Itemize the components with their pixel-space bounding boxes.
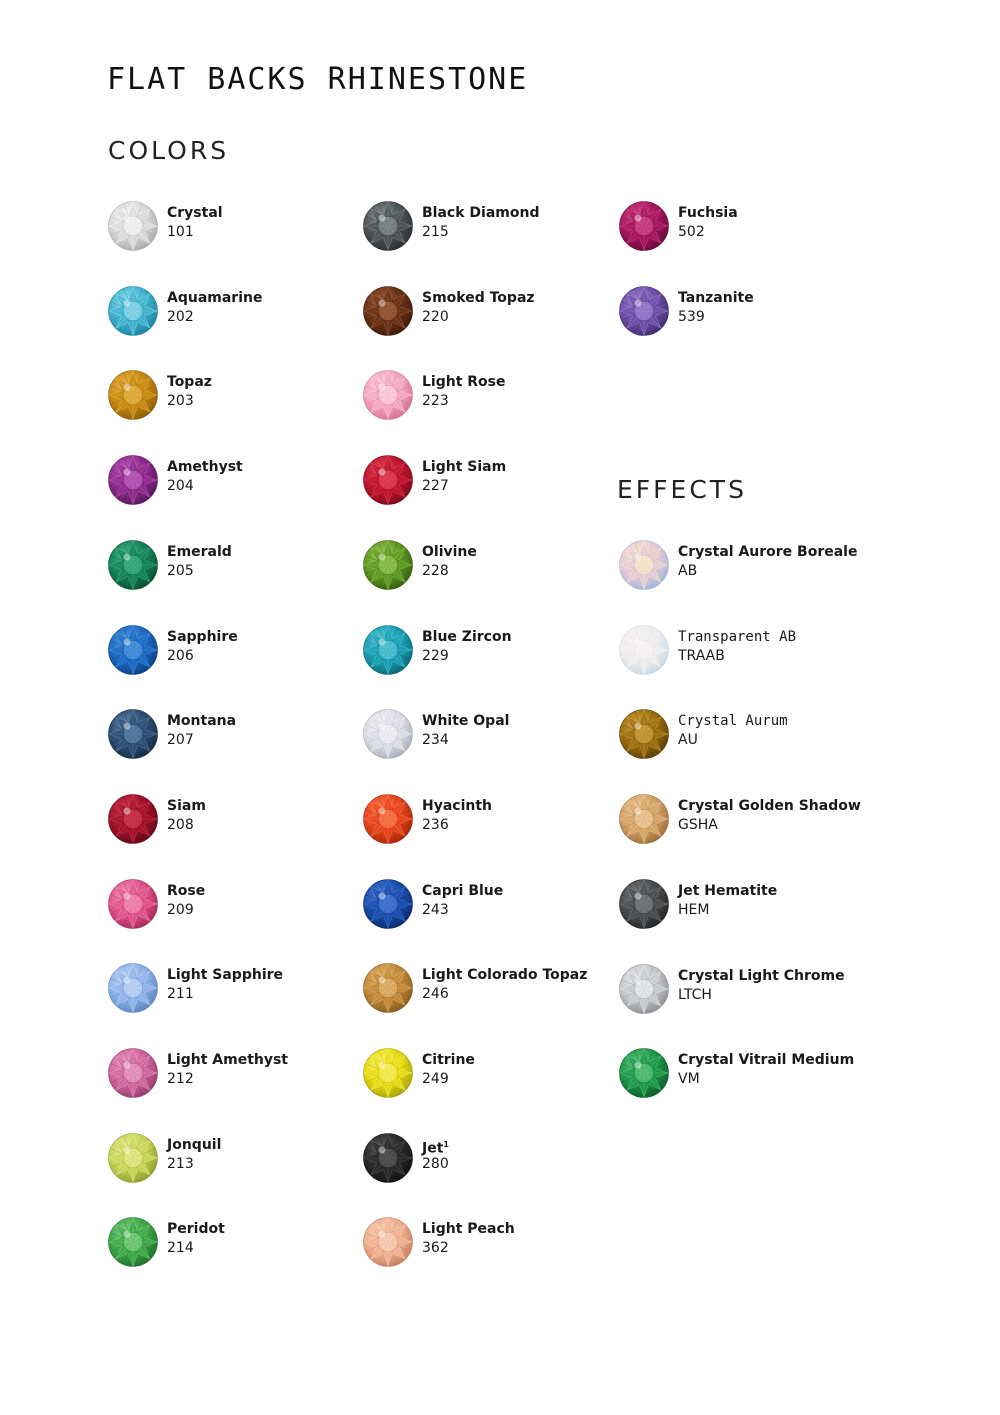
swatch-name-text: Sapphire (167, 628, 238, 645)
swatch-name (167, 1220, 225, 1238)
swatch-item (363, 876, 613, 932)
swatch-name-text: Tanzanite (678, 289, 754, 306)
swatch-item (619, 961, 869, 1017)
swatch-name-text: Blue Zircon (422, 628, 512, 645)
swatch-name-text: Emerald (167, 543, 232, 560)
swatch-name-text: Topaz (167, 374, 212, 391)
swatch-item (108, 1045, 358, 1101)
swatch-code: 223 (422, 393, 449, 410)
swatch-item (363, 283, 613, 339)
swatch-code: HEM (678, 901, 710, 918)
swatch-item (619, 622, 869, 678)
rhinestone-swatch-icon (619, 540, 669, 590)
swatch-item (363, 367, 613, 423)
swatch-code: TRAAB (678, 647, 725, 664)
rhinestone-swatch-icon (108, 1048, 158, 1098)
swatch-item (619, 706, 869, 762)
rhinestone-swatch-icon (363, 201, 413, 251)
swatch-code: AB (678, 563, 698, 579)
rhinestone-swatch-icon (619, 201, 669, 251)
swatch-name-text: Crystal (167, 205, 223, 221)
swatch-item (363, 1214, 613, 1270)
swatch-name-text: Capri Blue (422, 882, 504, 899)
swatch-name (167, 373, 212, 391)
swatch-name (167, 797, 206, 815)
swatch-name-text: Montana (167, 713, 237, 730)
swatch-name (422, 628, 512, 646)
swatch-name (167, 543, 232, 561)
rhinestone-swatch-icon (363, 963, 413, 1013)
swatch-item (108, 283, 358, 339)
swatch-item (619, 876, 869, 932)
swatch-item (363, 960, 613, 1016)
swatch-item (108, 198, 358, 254)
rhinestone-swatch-icon (363, 540, 413, 590)
swatch-item (108, 1214, 358, 1270)
rhinestone-swatch-icon (619, 625, 669, 675)
swatch-code: 539 (678, 308, 705, 325)
rhinestone-swatch-icon (108, 1217, 158, 1267)
swatch-name-text: Jet Hematite (678, 882, 778, 899)
rhinestone-swatch-icon (108, 1133, 158, 1183)
swatch-code: GSHA (678, 817, 718, 834)
swatch-code: 215 (422, 224, 449, 240)
swatch-name-text: Black Diamond (422, 205, 540, 221)
swatch-item (108, 1130, 358, 1186)
swatch-code: 236 (422, 816, 449, 833)
swatch-name-text: Crystal Vitrail Medium (678, 1052, 855, 1069)
swatch-name-text: Siam (167, 797, 206, 814)
swatch-name (678, 628, 796, 646)
swatch-item (108, 367, 358, 423)
swatch-code: 211 (167, 986, 194, 1003)
colors-heading: COLORS (108, 136, 230, 165)
swatch-name (422, 204, 539, 222)
swatch-name (422, 1051, 475, 1069)
swatch-name-text: Hyacinth (422, 797, 493, 814)
swatch-item (619, 537, 869, 593)
swatch-name (422, 712, 509, 730)
swatch-code: 280 (422, 1155, 449, 1172)
swatch-code: 234 (422, 732, 449, 749)
swatch-code: 502 (678, 224, 705, 240)
rhinestone-swatch-icon (108, 286, 158, 336)
swatch-name-text: Smoked Topaz (422, 289, 535, 306)
swatch-name-text: Crystal Aurore Boreale (678, 544, 858, 560)
swatch-name-text: Jet (422, 1140, 444, 1157)
rhinestone-swatch-icon (108, 625, 158, 675)
swatch-name (678, 289, 754, 307)
swatch-item (363, 537, 613, 593)
swatch-item (619, 791, 869, 847)
swatch-name (422, 797, 492, 815)
swatch-code: 362 (422, 1240, 449, 1257)
swatch-code: 203 (167, 393, 194, 410)
swatch-name-text: Light Colorado Topaz (422, 967, 588, 984)
swatch-name (167, 204, 223, 222)
swatch-name (678, 712, 788, 730)
rhinestone-swatch-icon (363, 455, 413, 505)
rhinestone-swatch-icon (363, 879, 413, 929)
swatch-name (422, 289, 535, 307)
swatch-name-text: Crystal Light Chrome (678, 967, 845, 984)
swatch-name-text: Aquamarine (167, 289, 263, 306)
swatch-name (422, 543, 477, 561)
rhinestone-swatch-icon (108, 794, 158, 844)
swatch-name (422, 966, 587, 984)
swatch-name (678, 204, 738, 222)
swatch-item (363, 452, 613, 508)
swatch-code: 206 (167, 647, 194, 664)
swatch-item (108, 622, 358, 678)
swatch-code: 208 (167, 816, 194, 833)
rhinestone-swatch-icon (363, 1048, 413, 1098)
swatch-name (167, 1136, 221, 1154)
rhinestone-swatch-icon (619, 709, 669, 759)
swatch-name (678, 797, 861, 815)
swatch-item (363, 198, 613, 254)
swatch-name (167, 289, 262, 307)
swatch-code: 101 (167, 224, 194, 240)
swatch-name (678, 967, 845, 985)
swatch-name-text: Peridot (167, 1221, 225, 1238)
swatch-name (167, 628, 238, 646)
rhinestone-swatch-icon (108, 709, 158, 759)
swatch-code: 246 (422, 986, 449, 1003)
swatch-code: 220 (422, 308, 449, 325)
swatch-code: AU (678, 732, 698, 749)
swatch-name-text: Light Peach (422, 1221, 515, 1238)
swatch-code: 249 (422, 1071, 449, 1087)
swatch-item (108, 791, 358, 847)
swatch-name-text: Crystal Aurum (678, 713, 788, 730)
rhinestone-swatch-icon (619, 286, 669, 336)
rhinestone-swatch-icon (108, 879, 158, 929)
swatch-code: 204 (167, 478, 194, 495)
swatch-item (108, 706, 358, 762)
swatch-name-text: Fuchsia (678, 205, 738, 221)
rhinestone-swatch-icon (363, 286, 413, 336)
footnote-mark: 1 (443, 1139, 449, 1149)
swatch-name (678, 1051, 854, 1069)
rhinestone-swatch-icon (363, 794, 413, 844)
swatch-item (363, 791, 613, 847)
swatch-name (167, 712, 236, 730)
rhinestone-swatch-icon (108, 370, 158, 420)
swatch-item (108, 537, 358, 593)
swatch-code: 209 (167, 901, 194, 918)
rhinestone-swatch-icon (619, 879, 669, 929)
rhinestone-swatch-icon (363, 1133, 413, 1183)
swatch-item (363, 706, 613, 762)
swatch-item (619, 198, 869, 254)
rhinestone-swatch-icon (363, 709, 413, 759)
swatch-code: 202 (167, 308, 194, 325)
swatch-name-text: Olivine (422, 543, 477, 560)
swatch-name-text: White Opal (422, 713, 510, 730)
swatch-name (422, 882, 503, 900)
swatch-code: 243 (422, 901, 449, 918)
swatch-code: 207 (167, 732, 194, 749)
swatch-code: 205 (167, 562, 194, 579)
swatch-name (167, 882, 205, 900)
swatch-name-text: Light Siam (422, 459, 507, 476)
rhinestone-swatch-icon (619, 794, 669, 844)
swatch-name-text: Light Sapphire (167, 967, 284, 984)
swatch-item (363, 622, 613, 678)
swatch-code: 212 (167, 1071, 194, 1087)
swatch-name-text: Rose (167, 882, 206, 899)
swatch-code: 229 (422, 647, 449, 664)
swatch-name (167, 1051, 288, 1069)
rhinestone-swatch-icon (363, 370, 413, 420)
swatch-code: 227 (422, 478, 449, 495)
swatch-name-text: Light Rose (422, 374, 506, 391)
effects-heading: EFFECTS (617, 475, 747, 504)
swatch-item (619, 283, 869, 339)
swatch-code: LTCH (678, 986, 712, 1003)
swatch-code: VM (678, 1071, 700, 1088)
swatch-name-text: Crystal Golden Shadow (678, 798, 861, 815)
swatch-name-text: Transparent AB (678, 628, 797, 645)
rhinestone-swatch-icon (363, 625, 413, 675)
swatch-name (167, 458, 243, 476)
swatch-name (678, 882, 777, 900)
rhinestone-swatch-icon (108, 201, 158, 251)
rhinestone-swatch-icon (108, 455, 158, 505)
swatch-item (619, 1045, 869, 1101)
swatch-name (422, 1220, 515, 1238)
swatch-code: 228 (422, 562, 449, 579)
swatch-item (108, 876, 358, 932)
page-title: FLAT BACKS RHINESTONE (107, 62, 529, 97)
swatch-name (167, 966, 283, 984)
swatch-code: 214 (167, 1240, 194, 1257)
rhinestone-swatch-icon (363, 1217, 413, 1267)
rhinestone-swatch-icon (108, 963, 158, 1013)
swatch-code: 213 (167, 1155, 194, 1172)
swatch-name-text: Citrine (422, 1052, 475, 1068)
swatch-name-text: Amethyst (167, 459, 243, 476)
swatch-item (363, 1130, 613, 1186)
swatch-name (422, 373, 506, 391)
rhinestone-swatch-icon (619, 1048, 669, 1098)
swatch-item (108, 960, 358, 1016)
swatch-name-text: Jonquil (167, 1136, 222, 1153)
rhinestone-swatch-icon (619, 964, 669, 1014)
swatch-item (108, 452, 358, 508)
swatch-name (422, 458, 506, 476)
rhinestone-swatch-icon (108, 540, 158, 590)
swatch-name-text: Light Amethyst (167, 1052, 289, 1068)
swatch-item (363, 1045, 613, 1101)
swatch-name (678, 543, 857, 561)
